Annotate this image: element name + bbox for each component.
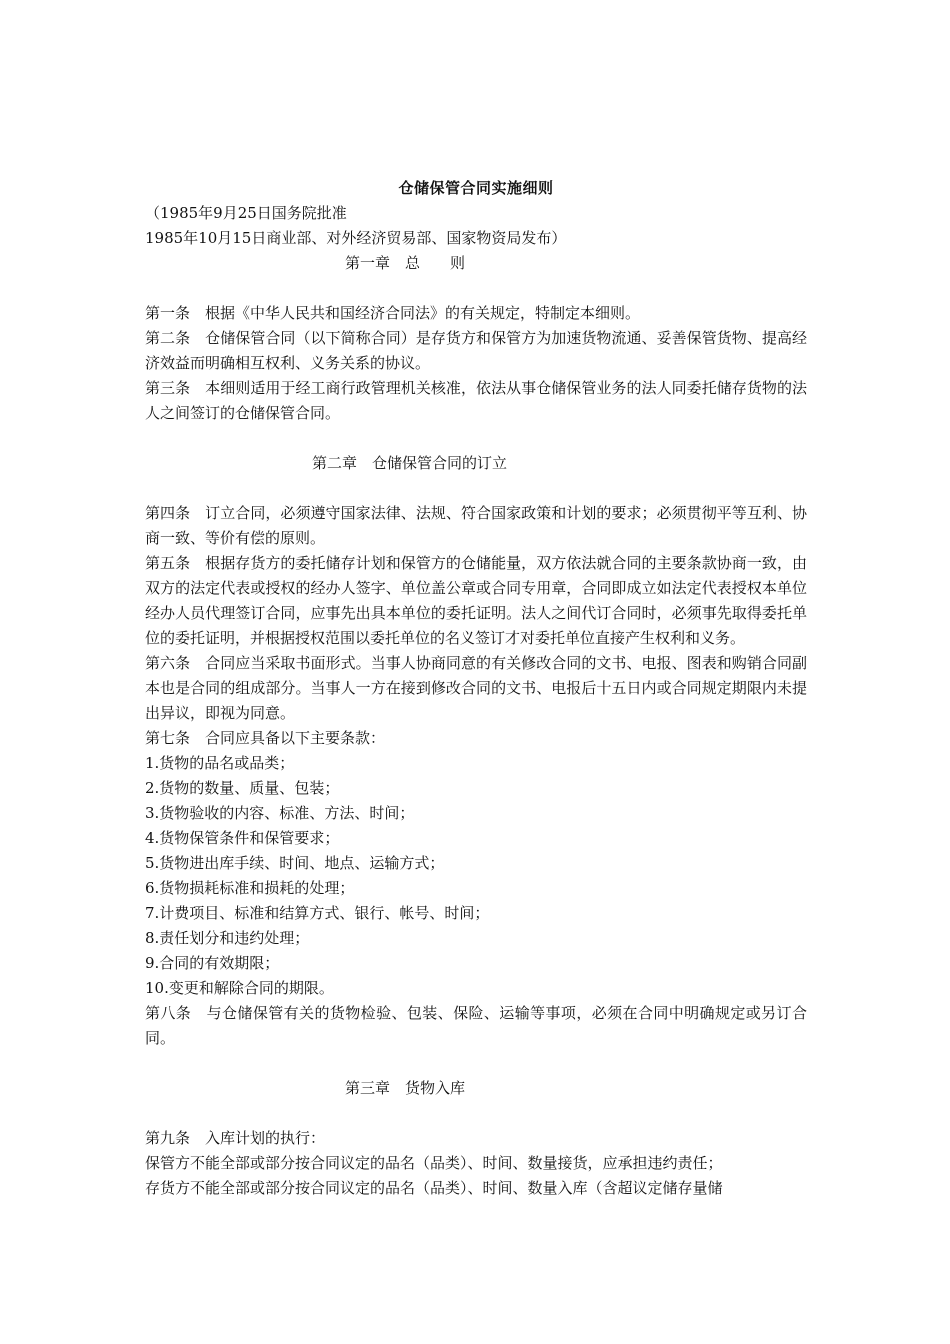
publication-note: 1985年10月15日商业部、对外经济贸易部、国家物资局发布） (145, 229, 567, 247)
approval-note: （1985年9月25日国务院批准 (145, 204, 347, 222)
list-item: 7.计费项目、标准和结算方式、银行、帐号、时间； (145, 904, 490, 922)
article-2: 第二条 仓储保管合同（以下简称合同）是存货方和保管方为加速货物流通、妥善保管货物、提高经济效益而明确相互权利、义务关系的协议。 (145, 329, 807, 372)
list-item: 6.货物损耗标准和损耗的处理； (145, 879, 355, 897)
article-5: 第五条 根据存货方的委托储存计划和保管方的仓储能量，双方依法就合同的主要条款协商一致，由双方的法定代表或授权的经办人签字、单位盖公章或合同专用章，合同即成立如法定代表授权本单位经办人员代理签订合同，应事先出具本单位的委托证明。法人之间代订合同时，必须事先取得委托单位的委托证明，并根据授权范围以委托单位的名义签订才对委托单位直接产生权利和义务。 (145, 554, 807, 647)
article-8: 第八条 与仓储保管有关的货物检验、包装、保险、运输等事项，必须在合同中明确规定或另订合同。 (145, 1004, 807, 1047)
article-6: 第六条 合同应当采取书面形式。当事人协商同意的有关修改合同的文书、电报、图表和购销合同副本也是合同的组成部分。当事人一方在接到修改合同的文书、电报后十五日内或合同规定期限内未提出异议，即视为同意。 (145, 654, 807, 722)
list-item: 4.货物保管条件和保管要求； (145, 829, 340, 847)
list-item: 1.货物的品名或品类； (145, 754, 295, 772)
article-9-paragraph-1: 保管方不能全部或部分按合同议定的品名（品类）、时间、数量接货，应承担违约责任； (145, 1154, 723, 1172)
chapter-2-heading: 第二章 仓储保管合同的订立 (312, 454, 508, 472)
list-item: 2.货物的数量、质量、包装； (145, 779, 340, 797)
article-4: 第四条 订立合同，必须遵守国家法律、法规、符合国家政策和计划的要求；必须贯彻平等互利、协商一致、等价有偿的原则。 (145, 504, 807, 547)
chapter-3-heading: 第三章 货物入库 (345, 1079, 466, 1097)
spacer (145, 276, 807, 301)
spacer (145, 1051, 807, 1076)
document-body (145, 176, 807, 1201)
spacer (145, 476, 807, 501)
list-item: 10.变更和解除合同的期限。 (145, 979, 334, 997)
chapter-1-heading: 第一章 总 则 (345, 254, 466, 272)
article-9: 第九条 入库计划的执行： (145, 1129, 326, 1147)
article-1: 第一条 根据《中华人民共和国经济合同法》的有关规定，特制定本细则。 (145, 304, 641, 322)
list-item: 9.合同的有效期限； (145, 954, 280, 972)
document-title: 仓储保管合同实施细则 (398, 179, 554, 197)
spacer (145, 1101, 807, 1126)
article-9-paragraph-2: 存货方不能全部或部分按合同议定的品名（品类）、时间、数量入库（含超议定储存量储 (145, 1179, 723, 1197)
spacer (145, 426, 807, 451)
article-3: 第三条 本细则适用于经工商行政管理机关核准，依法从事仓储保管业务的法人同委托储存货物的法人之间签订的仓储保管合同。 (145, 379, 807, 422)
list-item: 5.货物进出库手续、时间、地点、运输方式； (145, 854, 445, 872)
article-7: 第七条 合同应具备以下主要条款： (145, 729, 386, 747)
list-item: 3.货物验收的内容、标准、方法、时间； (145, 804, 415, 822)
list-item: 8.责任划分和违约处理； (145, 929, 310, 947)
